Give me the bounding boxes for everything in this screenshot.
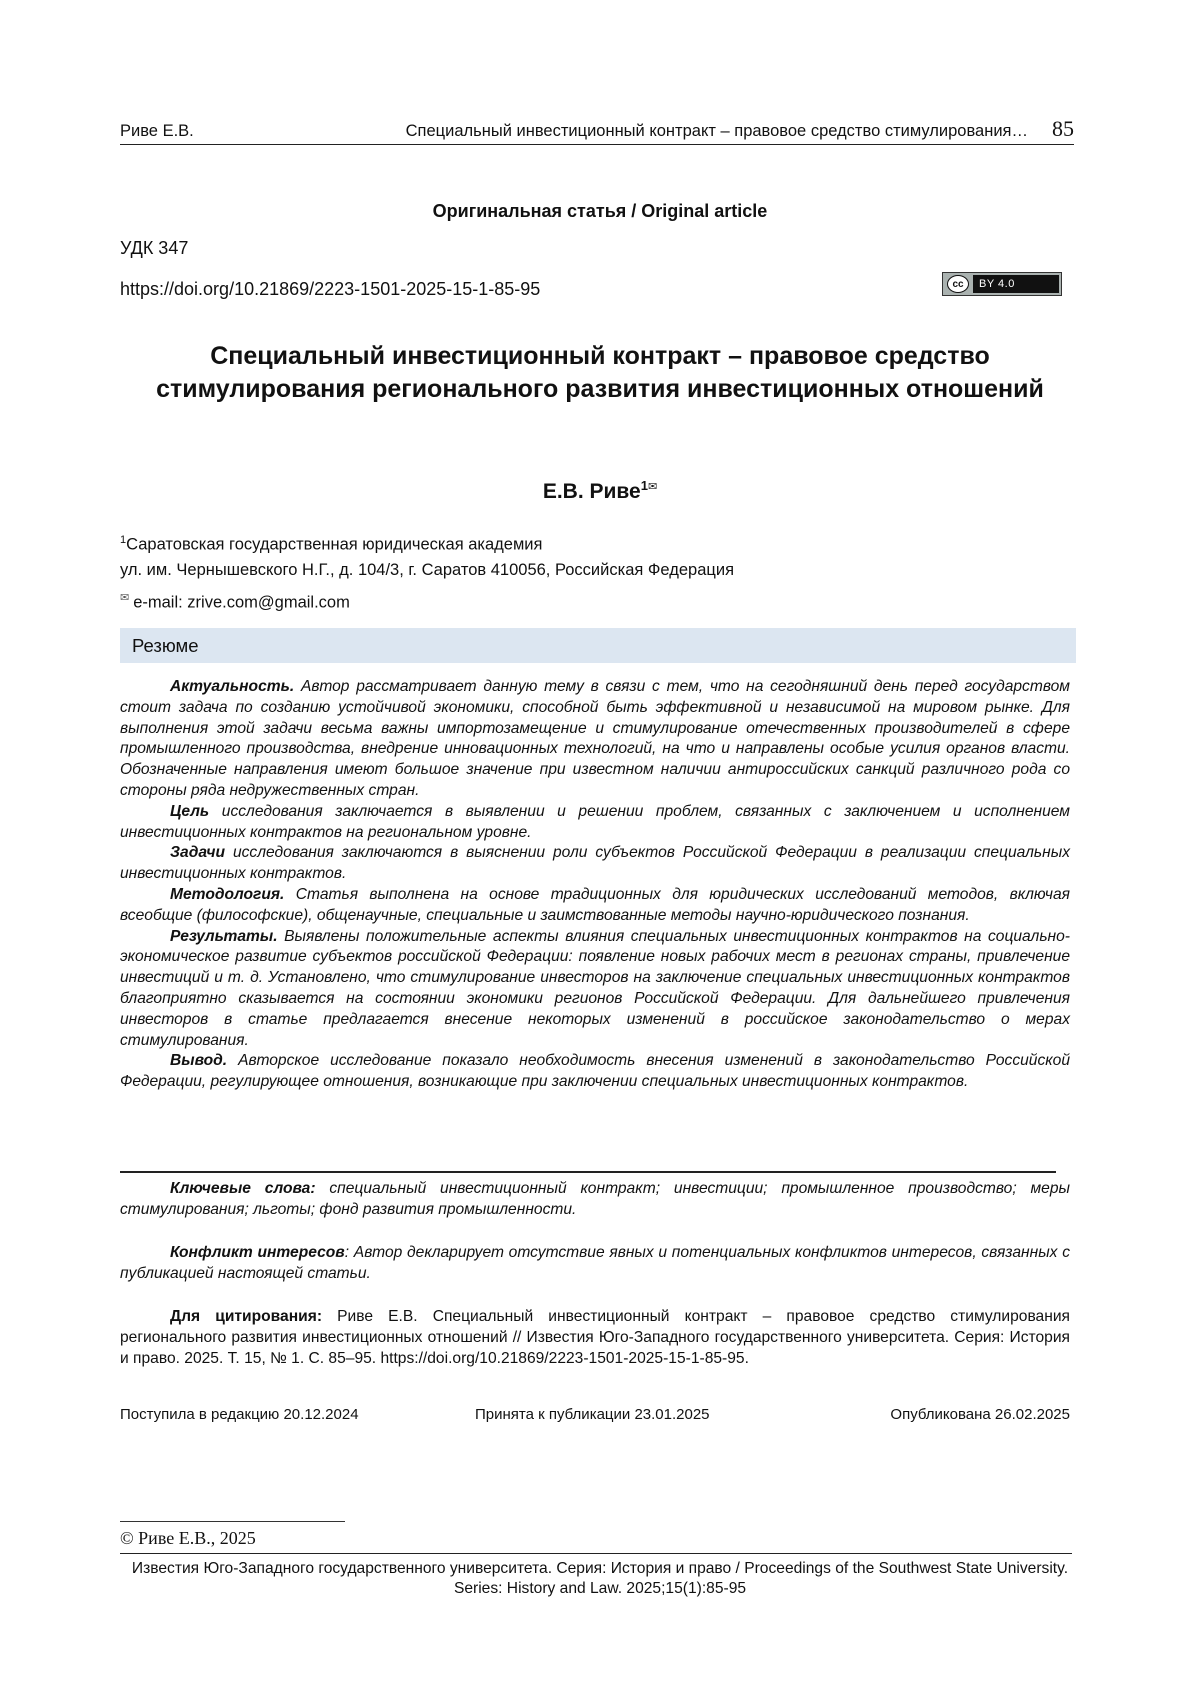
abstract-results: Результаты. Выявлены положительные аспекты влияния специальных инвестиционных контрактов на социально-экономическое развитие субъектов российской Федерации: появление новых рабочих мест в регионах страны, привлечение инвестиций и т. д. Установлено, что стимулирование инвесторов на заключение специальных инвестиционных контрактов благоприятно сказывается на состоянии экономики регионов Российской Федерации. Для дальнейшего привлечения инвесторов в статье предлагается внесение некоторых изменений в российское законодательство о мерах стимулирования. (120, 927, 1070, 1052)
abstract-heading: Резюме (132, 635, 199, 657)
abstract-tasks: Задачи исследования заключаются в выяснении роли субъектов Российской Федерации в реализации специальных инвестиционных контрактов. (120, 843, 1070, 885)
conflict-of-interest (120, 1242, 1070, 1284)
citation (120, 1306, 1070, 1369)
header-author: Риве Е.В. (120, 122, 194, 141)
author-line (0, 478, 1200, 504)
affil-sup: 1 (120, 534, 126, 546)
footer-divider (120, 1553, 1072, 1554)
abstract-relevance: Актуальность. Автор рассматривает данную тему в связи с тем, что на сегодняшний день перед государством стоит задача по созданию устойчивой экономики, способной быть эффективной и независимой на мировом рынке. Для выполнения этой задачи весьма важны импортозамещение и стимулирование отечественных производителей в сфере промышленного производства, внедрение инновационных технологий, на что и направлены особые усилия органов власти. Обозначенные направления имеют большое значение при известном наличии антироссийских санкций различного рода со стороны ряда недружественных стран. (120, 677, 1070, 802)
abstract-body (120, 677, 1070, 1093)
doi-link[interactable]: https://doi.org/10.21869/2223-1501-2025-15-1-85-95 (120, 279, 540, 300)
running-header (120, 116, 1074, 145)
header-running-title: Специальный инвестиционный контракт – правовое средство стимулирования… (406, 122, 1028, 141)
envelope-icon: ✉ (648, 481, 657, 493)
keywords-label: Ключевые слова: (170, 1180, 316, 1197)
affiliation (120, 528, 734, 583)
author-affil-sup: 1 (641, 478, 648, 493)
footnote-divider (120, 1521, 345, 1522)
keywords-text: специальный инвестиционный контракт; инвестиции; промышленное производство; меры стимулирования; льготы; фонд развития промышленности. (120, 1180, 1070, 1218)
article-page (0, 0, 1200, 1697)
license-label: BY 4.0 (973, 275, 1059, 293)
affil-org: Саратовская государственная юридическая академия (126, 536, 542, 554)
date-published: Опубликована 26.02.2025 (890, 1406, 1070, 1423)
abstract-goal: Цель исследования заключается в выявлении и решении проблем, связанных с заключением и исполнением инвестиционных контрактов на региональном уровне. (120, 802, 1070, 844)
abstract-heading-bar (120, 628, 1076, 663)
article-title: Специальный инвестиционный контракт – правовое средство стимулирования регионального развития инвестиционных отношений (130, 340, 1070, 406)
page-number: 85 (1052, 116, 1074, 142)
date-received: Поступила в редакцию 20.12.2024 (120, 1406, 359, 1423)
conflict-text: : Автор декларирует отсутствие явных и потенциальных конфликтов интересов, связанных с публикацией настоящей статьи. (120, 1244, 1070, 1282)
conflict-label: Конфликт интересов (170, 1244, 345, 1261)
abstract-methodology: Методология. Статья выполнена на основе традиционных для юридических исследований методов, включая всеобщие (философские), общенаучные, специальные и заимствованные методы научно-юридического познания. (120, 885, 1070, 927)
keywords (120, 1178, 1070, 1220)
email-text[interactable]: e-mail: zrive.com@gmail.com (133, 594, 350, 612)
udk-code: УДК 347 (120, 238, 188, 259)
citation-label: Для цитирования: (170, 1308, 322, 1325)
cc-icon: cc (947, 275, 969, 293)
copyright: © Риве Е.В., 2025 (120, 1528, 256, 1549)
author-name: Е.В. Риве (543, 480, 641, 503)
affil-address: ул. им. Чернышевского Н.Г., д. 104/3, г. Саратов 410056, Российская Федерация (120, 558, 734, 583)
email-envelope-icon: ✉ (120, 592, 129, 604)
email-line (120, 591, 350, 613)
abstract-divider (120, 1171, 1056, 1173)
citation-text: Риве Е.В. Специальный инвестиционный контракт – правовое средство стимулирования регионального развития инвестиционных отношений // Известия Юго-Западного государственного университета. Серия: История и право. 2025. Т. 15, № 1. С. 85–95. https://doi.org/10.21869/2223-1501-2025-15-1-85-95. (120, 1308, 1070, 1367)
cc-license-badge[interactable] (942, 272, 1062, 296)
date-accepted: Принята к публикации 23.01.2025 (475, 1406, 710, 1423)
journal-footer: Известия Юго-Западного государственного университета. Серия: История и право / Proceedings of the Southwest State University. Series: History and Law. 2025;15(1):85-95 (130, 1559, 1070, 1599)
abstract-conclusion: Вывод. Авторское исследование показало необходимость внесения изменений в законодательство Российской Федерации, регулирующее отношения, возникающие при заключении специальных инвестиционных контрактов. (120, 1051, 1070, 1093)
article-type: Оригинальная статья / Original article (0, 201, 1200, 222)
